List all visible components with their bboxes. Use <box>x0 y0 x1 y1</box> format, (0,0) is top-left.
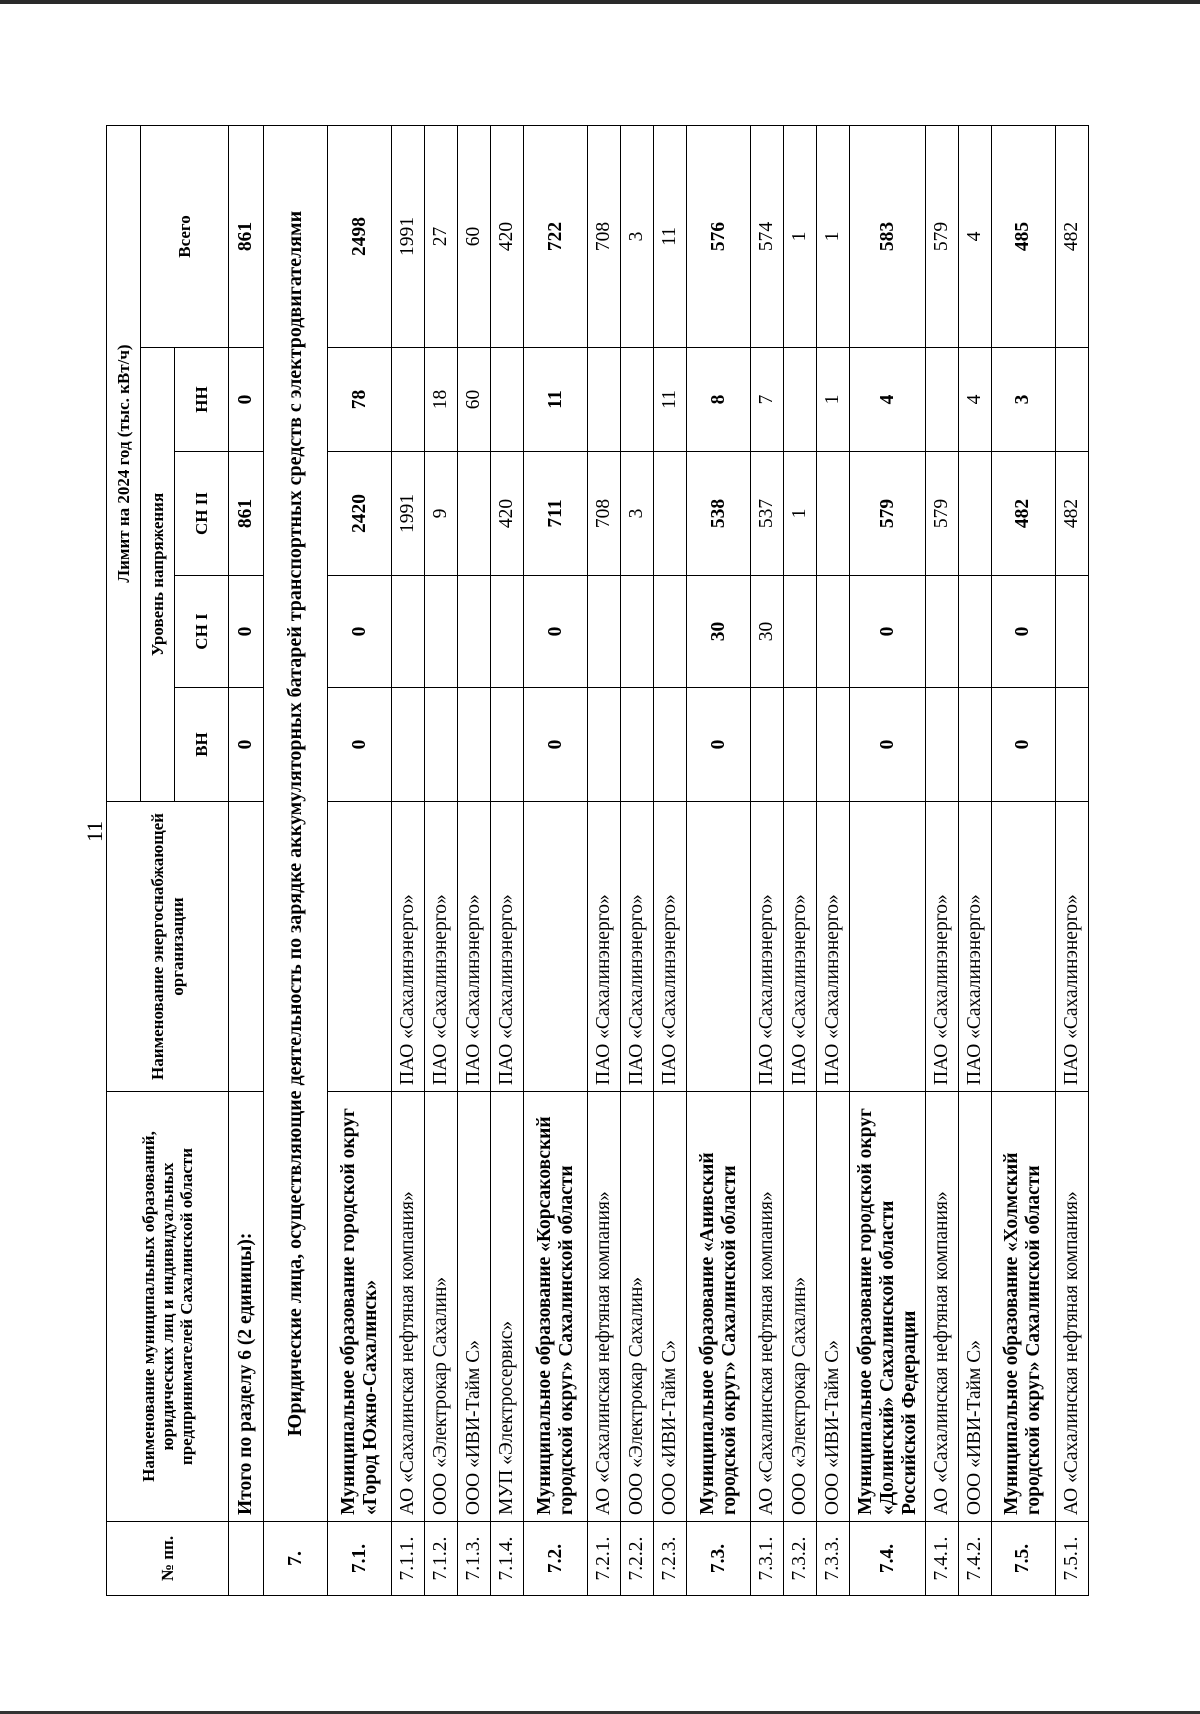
row-no: 7.1.1. <box>392 1522 425 1596</box>
row-no <box>229 1522 264 1596</box>
cell-vn: 0 <box>229 688 264 802</box>
item-row <box>425 125 458 1595</box>
row-org: ПАО «Сахалинэнерго» <box>1055 802 1088 1092</box>
cell-vn <box>425 688 458 802</box>
cell-sn1: 0 <box>850 576 925 688</box>
row-name: АО «Сахалинская нефтяная компания» <box>1055 1092 1088 1522</box>
row-org: ПАО «Сахалинэнерго» <box>425 802 458 1092</box>
cell-vn <box>784 688 817 802</box>
row-org: ПАО «Сахалинэнерго» <box>588 802 621 1092</box>
cell-nn: 4 <box>958 348 991 452</box>
row-no: 7.2.1. <box>588 1522 621 1596</box>
row-org: ПАО «Сахалинэнерго» <box>458 802 491 1092</box>
cell-total: 574 <box>751 125 784 347</box>
row-name: Муниципальное образование городской округ «Город Южно-Сахалинск» <box>328 1092 392 1522</box>
row-no: 7. <box>264 1522 328 1596</box>
cell-sn2: 482 <box>991 452 1055 576</box>
cell-vn <box>925 688 958 802</box>
cell-sn1 <box>621 576 654 688</box>
cell-sn1: 0 <box>229 576 264 688</box>
row-org <box>991 802 1055 1092</box>
cell-sn1 <box>392 576 425 688</box>
cell-nn: 7 <box>751 348 784 452</box>
cell-nn: 4 <box>850 348 925 452</box>
cell-vn <box>621 688 654 802</box>
cell-sn2: 1991 <box>392 452 425 576</box>
table-header <box>107 125 229 1595</box>
item-row <box>654 125 687 1595</box>
scan-edge-top <box>0 0 1200 4</box>
row-org: ПАО «Сахалинэнерго» <box>817 802 850 1092</box>
row-no: 7.3.2. <box>784 1522 817 1596</box>
section-title: Юридические лица, осуществляющие деятельность по зарядке аккумуляторных батарей транспортных средств с электродвигателями <box>264 125 328 1521</box>
cell-sn1 <box>458 576 491 688</box>
cell-total: 11 <box>654 125 687 347</box>
row-no: 7.3.3. <box>817 1522 850 1596</box>
group-row <box>524 125 588 1595</box>
cell-nn: 3 <box>991 348 1055 452</box>
row-name: Муниципальное образование «Холмский городской округ» Сахалинской области <box>991 1092 1055 1522</box>
row-name: АО «Сахалинская нефтяная компания» <box>925 1092 958 1522</box>
cell-nn: 78 <box>328 348 392 452</box>
item-row <box>621 125 654 1595</box>
cell-nn <box>925 348 958 452</box>
row-no: 7.2.3. <box>654 1522 687 1596</box>
cell-vn <box>491 688 524 802</box>
cell-vn <box>392 688 425 802</box>
cell-vn <box>458 688 491 802</box>
cell-vn: 0 <box>687 688 751 802</box>
cell-sn2: 1 <box>784 452 817 576</box>
item-row <box>392 125 425 1595</box>
row-no: 7.5.1. <box>1055 1522 1088 1596</box>
header-sn2: СН II <box>175 452 229 576</box>
row-org: ПАО «Сахалинэнерго» <box>925 802 958 1092</box>
cell-total: 485 <box>991 125 1055 347</box>
cell-total: 583 <box>850 125 925 347</box>
cell-total: 60 <box>458 125 491 347</box>
cell-total: 722 <box>524 125 588 347</box>
row-no: 7.2. <box>524 1522 588 1596</box>
row-org <box>328 802 392 1092</box>
cell-sn1: 0 <box>991 576 1055 688</box>
cell-sn1 <box>817 576 850 688</box>
row-no: 7.5. <box>991 1522 1055 1596</box>
cell-vn <box>588 688 621 802</box>
cell-sn1: 30 <box>751 576 784 688</box>
row-no: 7.4.1. <box>925 1522 958 1596</box>
item-row <box>784 125 817 1595</box>
group-row <box>991 125 1055 1595</box>
item-row <box>491 125 524 1595</box>
cell-nn: 11 <box>524 348 588 452</box>
item-row <box>925 125 958 1595</box>
row-org <box>687 802 751 1092</box>
cell-vn <box>751 688 784 802</box>
group-row <box>328 125 392 1595</box>
cell-nn <box>588 348 621 452</box>
row-org: ПАО «Сахалинэнерго» <box>654 802 687 1092</box>
cell-sn2: 538 <box>687 452 751 576</box>
row-org: ПАО «Сахалинэнерго» <box>751 802 784 1092</box>
cell-total: 861 <box>229 125 264 347</box>
cell-nn <box>784 348 817 452</box>
cell-total: 420 <box>491 125 524 347</box>
row-org: ПАО «Сахалинэнерго» <box>392 802 425 1092</box>
row-no: 7.1.2. <box>425 1522 458 1596</box>
cell-sn1: 0 <box>328 576 392 688</box>
cell-nn: 1 <box>817 348 850 452</box>
row-org: ПАО «Сахалинэнерго» <box>621 802 654 1092</box>
row-no: 7.4. <box>850 1522 925 1596</box>
item-row <box>751 125 784 1595</box>
row-name: ООО «Электрокар Сахалин» <box>784 1092 817 1522</box>
row-no: 7.3. <box>687 1522 751 1596</box>
item-row <box>588 125 621 1595</box>
cell-vn: 0 <box>850 688 925 802</box>
row-name: ООО «Электрокар Сахалин» <box>621 1092 654 1522</box>
cell-vn <box>654 688 687 802</box>
cell-total: 482 <box>1055 125 1088 347</box>
row-org: ПАО «Сахалинэнерго» <box>958 802 991 1092</box>
cell-sn1 <box>784 576 817 688</box>
cell-vn <box>1055 688 1088 802</box>
cell-nn <box>1055 348 1088 452</box>
row-no: 7.1.3. <box>458 1522 491 1596</box>
item-row <box>817 125 850 1595</box>
cell-sn2: 9 <box>425 452 458 576</box>
row-org: ПАО «Сахалинэнерго» <box>784 802 817 1092</box>
cell-vn: 0 <box>524 688 588 802</box>
cell-sn1 <box>1055 576 1088 688</box>
cell-sn2 <box>458 452 491 576</box>
cell-vn: 0 <box>328 688 392 802</box>
row-org <box>524 802 588 1092</box>
group-row <box>850 125 925 1595</box>
cell-sn2: 420 <box>491 452 524 576</box>
cell-total: 579 <box>925 125 958 347</box>
cell-sn2: 3 <box>621 452 654 576</box>
cell-sn2: 2420 <box>328 452 392 576</box>
row-name: АО «Сахалинская нефтяная компания» <box>392 1092 425 1522</box>
cell-sn2: 861 <box>229 452 264 576</box>
row-name: Муниципальное образование «Корсаковский городской округ» Сахалинской области <box>524 1092 588 1522</box>
row-name: Итого по разделу 6 (2 единицы): <box>229 1092 264 1522</box>
cell-sn2: 579 <box>925 452 958 576</box>
header-sn1: СН I <box>175 576 229 688</box>
cell-sn1 <box>425 576 458 688</box>
cell-sn1: 30 <box>687 576 751 688</box>
header-vn: ВН <box>175 688 229 802</box>
cell-sn1 <box>654 576 687 688</box>
header-org: Наименование энергоснабжающей организации <box>107 802 229 1092</box>
row-name: Муниципальное образование «Анивский городской округ» Сахалинской области <box>687 1092 751 1522</box>
cell-total: 1 <box>817 125 850 347</box>
row-name: ООО «ИВИ-Тайм С» <box>458 1092 491 1522</box>
cell-vn <box>817 688 850 802</box>
header-level: Уровень напряжения <box>141 348 175 802</box>
row-name: АО «Сахалинская нефтяная компания» <box>588 1092 621 1522</box>
cell-sn2 <box>817 452 850 576</box>
cell-sn2: 482 <box>1055 452 1088 576</box>
row-name: МУП «Электросервис» <box>491 1092 524 1522</box>
row-name: ООО «ИВИ-Тайм С» <box>817 1092 850 1522</box>
cell-total: 2498 <box>328 125 392 347</box>
cell-total: 3 <box>621 125 654 347</box>
row-no: 7.2.2. <box>621 1522 654 1596</box>
cell-sn1 <box>588 576 621 688</box>
header-nn: НН <box>175 348 229 452</box>
header-limit: Лимит на 2024 год (тыс. кВт/ч) <box>107 125 141 801</box>
cell-sn2 <box>958 452 991 576</box>
row-org <box>229 802 264 1092</box>
row-name: Муниципальное образование городской округ «Долинский» Сахалинской области Российской Федерации <box>850 1092 925 1522</box>
cell-nn: 0 <box>229 348 264 452</box>
cell-sn1 <box>925 576 958 688</box>
row-no: 7.1.4. <box>491 1522 524 1596</box>
cell-nn <box>491 348 524 452</box>
item-row <box>1055 125 1088 1595</box>
row-name: ООО «ИВИ-Тайм С» <box>654 1092 687 1522</box>
cell-sn1 <box>491 576 524 688</box>
cell-total: 708 <box>588 125 621 347</box>
row-no: 7.3.1. <box>751 1522 784 1596</box>
item-row <box>458 125 491 1595</box>
cell-sn2 <box>654 452 687 576</box>
total-row <box>229 125 264 1595</box>
cell-sn2: 579 <box>850 452 925 576</box>
cell-nn: 60 <box>458 348 491 452</box>
header-total: Всего <box>141 125 229 347</box>
cell-total: 1 <box>784 125 817 347</box>
row-name: АО «Сахалинская нефтяная компания» <box>751 1092 784 1522</box>
cell-nn: 8 <box>687 348 751 452</box>
page-number: 11 <box>82 820 107 842</box>
cell-total: 4 <box>958 125 991 347</box>
item-row <box>958 125 991 1595</box>
cell-vn <box>958 688 991 802</box>
cell-nn <box>392 348 425 452</box>
cell-sn2: 711 <box>524 452 588 576</box>
cell-total: 1991 <box>392 125 425 347</box>
row-org <box>850 802 925 1092</box>
row-name: ООО «Электрокар Сахалин» <box>425 1092 458 1522</box>
cell-nn: 11 <box>654 348 687 452</box>
group-row <box>687 125 751 1595</box>
cell-total: 27 <box>425 125 458 347</box>
cell-sn1: 0 <box>524 576 588 688</box>
row-org: ПАО «Сахалинэнерго» <box>491 802 524 1092</box>
section-row <box>264 125 328 1595</box>
row-no: 7.1. <box>328 1522 392 1596</box>
cell-nn: 18 <box>425 348 458 452</box>
cell-vn: 0 <box>991 688 1055 802</box>
row-name: ООО «ИВИ-Тайм С» <box>958 1092 991 1522</box>
header-no: № пп. <box>107 1522 229 1596</box>
cell-sn2: 708 <box>588 452 621 576</box>
rotated-table-container <box>106 126 1089 1596</box>
cell-sn1 <box>958 576 991 688</box>
cell-sn2: 537 <box>751 452 784 576</box>
row-no: 7.4.2. <box>958 1522 991 1596</box>
cell-total: 576 <box>687 125 751 347</box>
table-body <box>229 125 1089 1595</box>
cell-nn <box>621 348 654 452</box>
header-name: Наименование муниципальных образований, юридических лиц и индивидуальных предпринимателей Сахалинской области <box>107 1092 229 1522</box>
limits-table <box>106 125 1089 1596</box>
